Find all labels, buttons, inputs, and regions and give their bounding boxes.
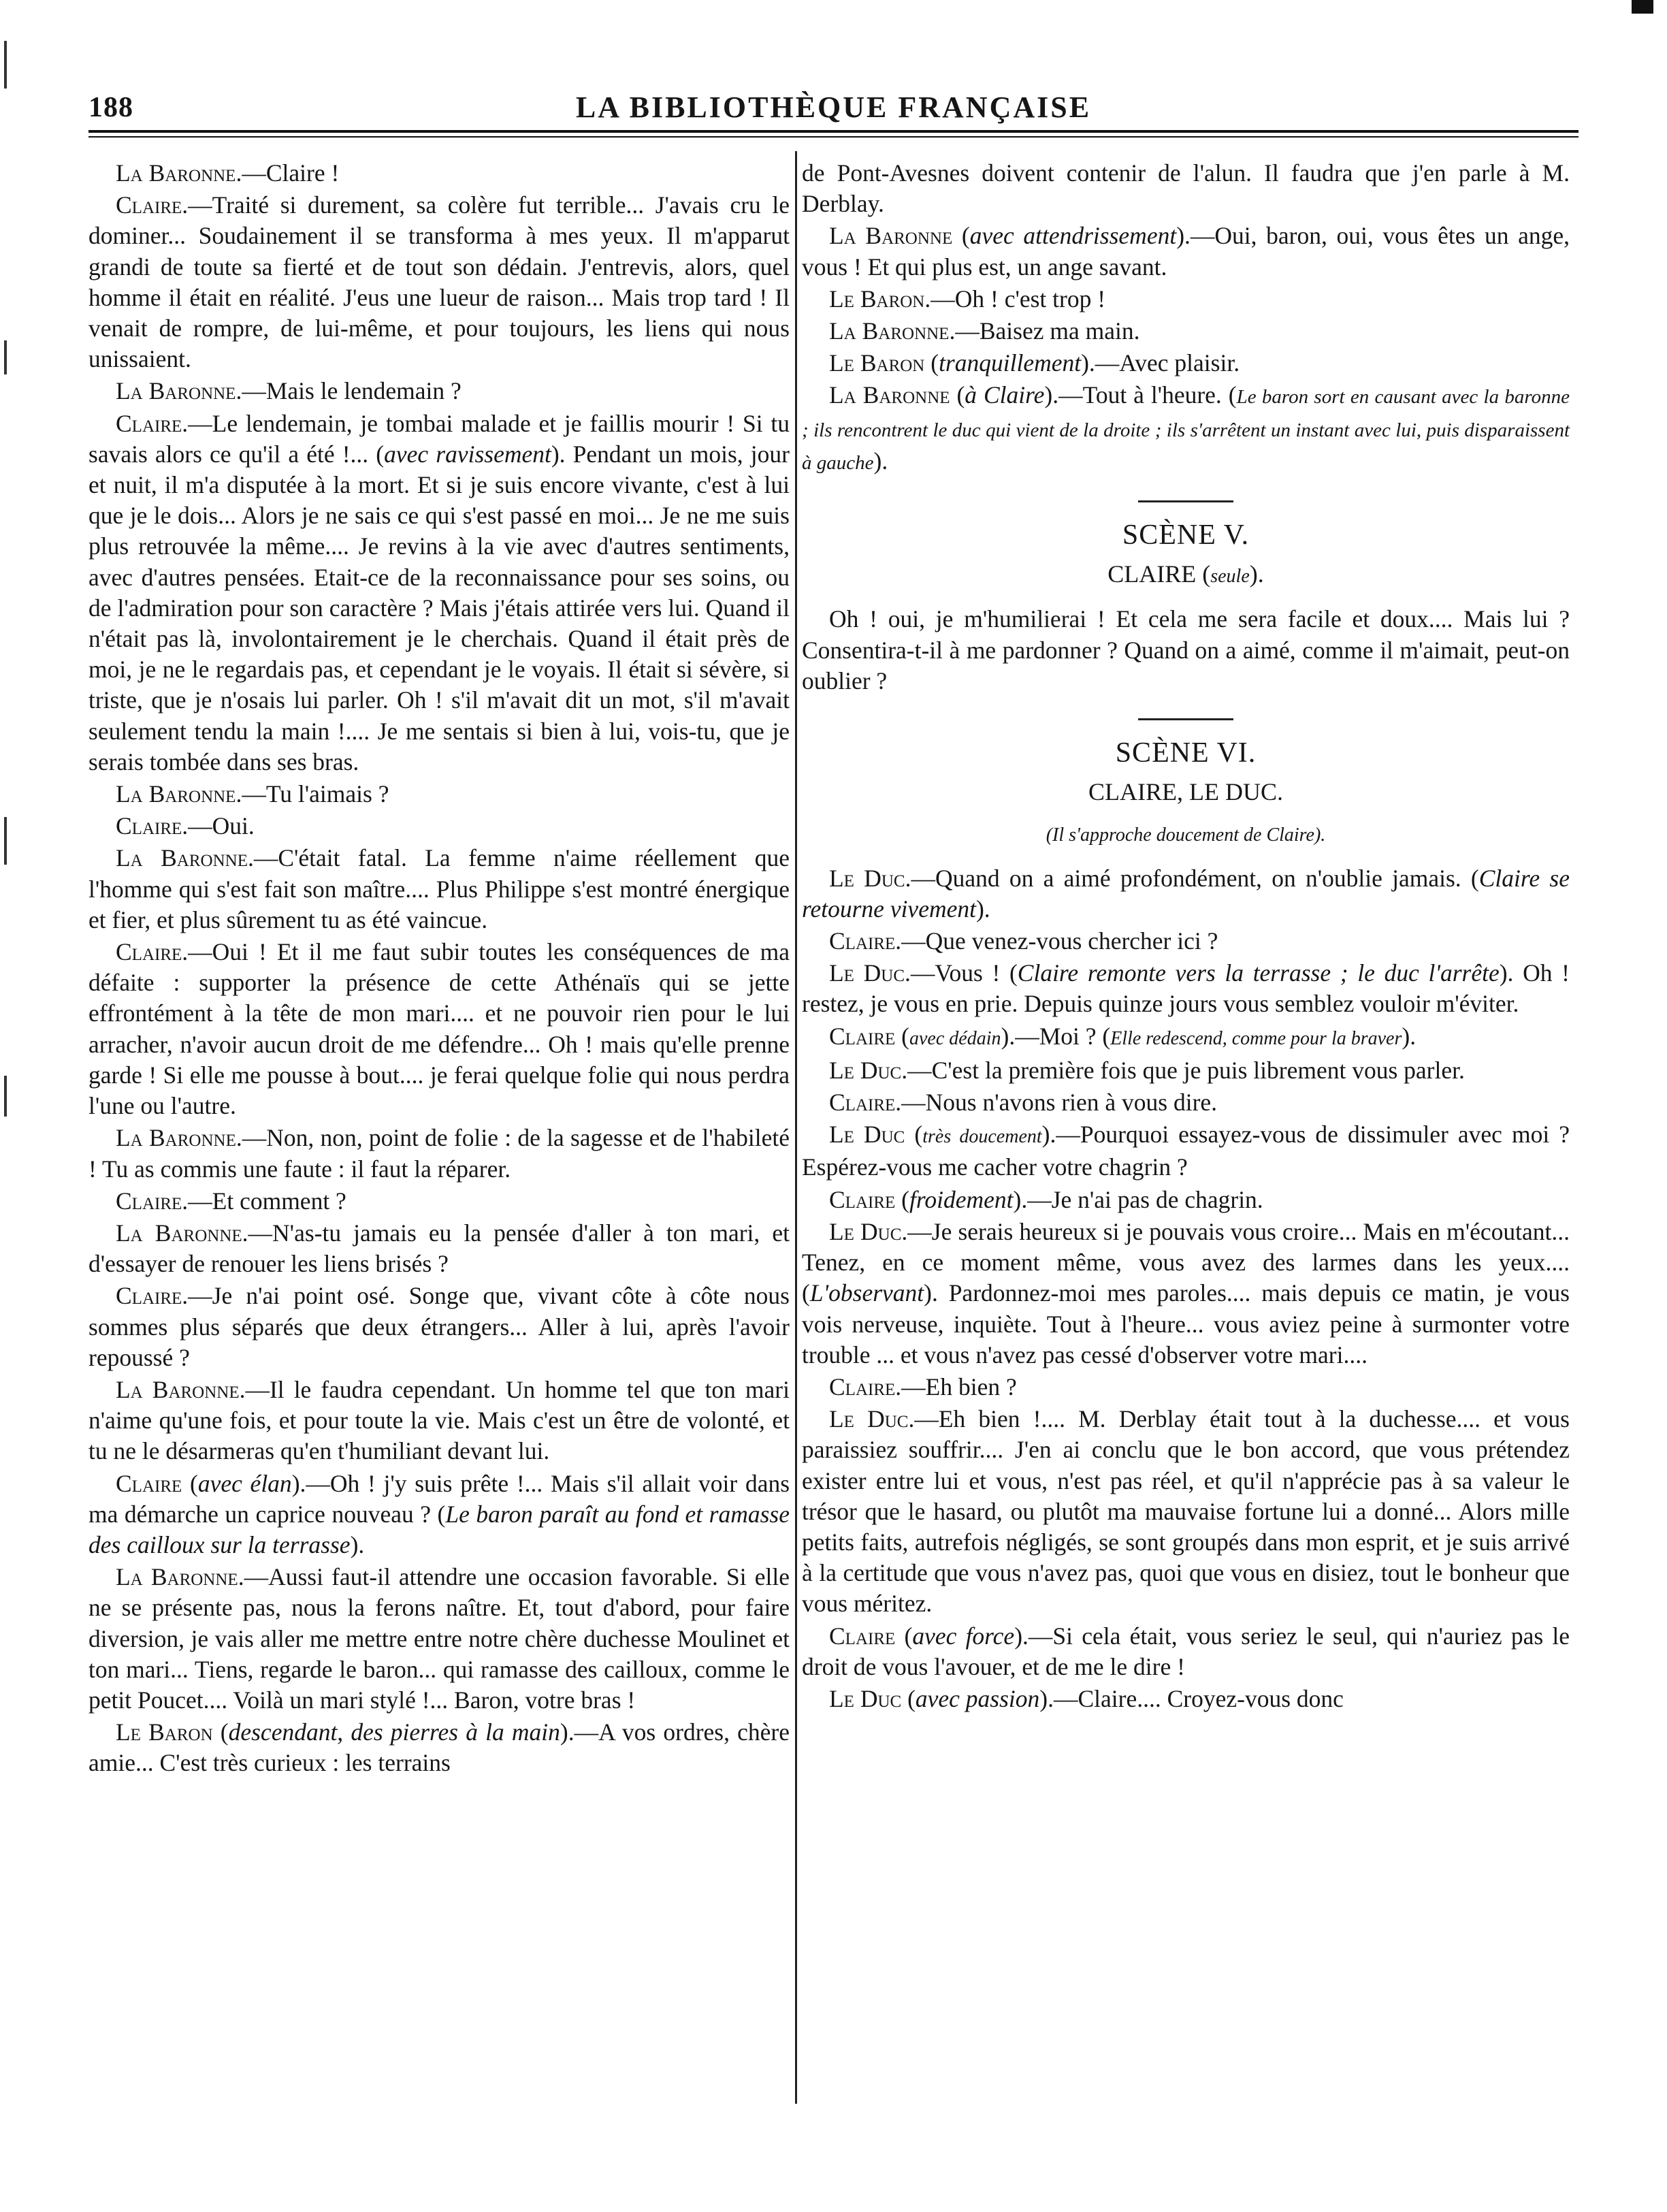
stage-direction: très doucement bbox=[922, 1126, 1042, 1148]
speech: .—Tout à l'heure. ( bbox=[1052, 381, 1237, 409]
speaker: Claire bbox=[829, 1373, 896, 1400]
speech: .—Le lendemain, je tombai malade et je faillis mourir ! Si tu savais alors ce qu'il a été !... ( bbox=[88, 409, 790, 468]
paragraph bbox=[802, 158, 1570, 219]
paragraph bbox=[802, 1087, 1570, 1118]
stage-direction: tranquillement bbox=[939, 349, 1082, 377]
speech: .—Pourquoi essayez-vous de dissimuler avec moi ? Espérez-vous me cacher votre chagrin ? bbox=[802, 1121, 1570, 1181]
speech: .—Aussi faut-il attendre une occasion favorable. Si elle ne se présente pas, nous la ferons naître. Et, tout d'abord, pour faire diversion, je vais aller me mettre entre notre chère duchesse Moulinet et ton mari... Tiens, regarde le baron... qui ramasse des cailloux, comme le petit Poucet.... Voilà un mari stylé !... Baron, votre bras ! bbox=[88, 1563, 790, 1714]
speech: .—Eh bien !.... M. Derblay était tout à la duchesse.... et vous paraissiez souffrir.... J'en ai conclu que le bon accord, que vous prétendez exister entre lui et vous, n'est pas réel, et qu'il n'apprécie pas à sa valeur le trésor que le hasard, ou plutôt ma mauvaise fortune lui a donné... Alors mille petits faits, autrefois négligés, se sont groupés dans mon esprit, et je suis arrivé à la certitude que vous n'avez pas, quoi que vous en disiez, tout le bonheur que vous méritez. bbox=[802, 1405, 1570, 1618]
speaker: Le Duc bbox=[829, 1217, 902, 1245]
paragraph bbox=[802, 316, 1570, 347]
edge-mark bbox=[4, 1076, 7, 1117]
speaker: Claire bbox=[116, 938, 182, 966]
paragraph: Claire (avec élan).—Oh ! j'y suis prête !... Mais s'il allait voir dans ma démarche un caprice nouveau ? (Le baron paraît au fond et ramasse des cailloux sur la terrasse). bbox=[88, 1469, 790, 1558]
speaker: La Baronne bbox=[116, 1219, 242, 1247]
scene-heading: SCÈNE VI. bbox=[1115, 737, 1257, 769]
speech: .—Mais le lendemain ? bbox=[236, 377, 462, 405]
paragraph bbox=[802, 958, 1570, 1019]
paragraph bbox=[88, 1123, 790, 1184]
speech: .—Avec plaisir. bbox=[1088, 349, 1240, 377]
speaker: La Baronne bbox=[116, 1375, 240, 1403]
paragraph bbox=[802, 1372, 1570, 1402]
paragraph bbox=[802, 926, 1570, 957]
speaker: La Baronne bbox=[116, 1124, 236, 1152]
speech: .—Oui. bbox=[182, 812, 255, 840]
edge-mark bbox=[4, 41, 7, 89]
speaker: La Baronne bbox=[116, 844, 248, 872]
speaker: La Baronne bbox=[829, 222, 953, 250]
stage-direction: Claire se retourne vivement bbox=[802, 864, 1570, 923]
speech: .—Oh ! c'est trop ! bbox=[924, 285, 1106, 312]
scene-heading: SCÈNE V. bbox=[1122, 519, 1250, 551]
paragraph: La Baronne (avec attendrissement).—Oui, baron, oui, vous êtes un ange, vous ! Et qui plus est, un ange savant. bbox=[802, 222, 1570, 280]
speaker: Claire bbox=[116, 1187, 182, 1215]
speaker: Le Duc bbox=[829, 864, 905, 892]
column-divider bbox=[795, 151, 797, 2104]
paragraph bbox=[802, 1217, 1570, 1371]
speaker: Le Baron bbox=[116, 1718, 213, 1746]
scene-characters: CLAIRE (seule). bbox=[1107, 560, 1264, 588]
speaker: La Baronne bbox=[829, 317, 950, 345]
paragraph bbox=[802, 1055, 1570, 1086]
speech: .—Claire.... Croyez-vous donc bbox=[1048, 1684, 1344, 1712]
speaker: Le Duc bbox=[829, 1405, 909, 1433]
speaker: Claire bbox=[829, 927, 896, 955]
speech: de Pont-Avesnes doivent contenir de l'alun. Il faudra que j'en parle à M. Derblay. bbox=[802, 159, 1570, 218]
speaker: Le Baron bbox=[829, 349, 925, 377]
speech: .—Quand on a aimé profondément, on n'oublie jamais. ( bbox=[905, 864, 1479, 892]
paragraph bbox=[88, 843, 790, 935]
paragraph: Claire (avec dédain).—Moi ? (Elle redescend, comme pour la braver). bbox=[829, 1022, 1417, 1050]
header-rule bbox=[88, 130, 1579, 133]
stage-direction: Claire remonte vers la terrasse ; le duc l'arrête bbox=[1017, 959, 1500, 987]
speaker: Le Duc bbox=[829, 1056, 902, 1084]
scene-separator bbox=[1138, 500, 1233, 502]
speaker: Le Duc bbox=[829, 1121, 905, 1149]
paragraph: Le Duc (très doucement).—Pourquoi essayez-vous de dissimuler avec moi ? Espérez-vous me cacher votre chagrin ? bbox=[802, 1121, 1570, 1181]
page-number: 188 bbox=[88, 92, 133, 123]
speech: .—Eh bien ? bbox=[895, 1373, 1017, 1400]
paragraph bbox=[802, 604, 1570, 696]
speaker: La Baronne bbox=[116, 377, 236, 405]
speaker: La Baronne bbox=[116, 1563, 238, 1591]
stage-direction: avec élan bbox=[197, 1469, 292, 1497]
speaker: Claire bbox=[116, 191, 182, 219]
speech: .—Oui, baron, oui, vous êtes un ange, vous ! Et qui plus est, un ange savant. bbox=[802, 222, 1570, 280]
paragraph bbox=[802, 284, 1570, 315]
stage-direction: Elle redescend, comme pour la braver bbox=[1110, 1027, 1402, 1049]
speaker: Claire bbox=[116, 812, 182, 840]
paragraph bbox=[88, 376, 790, 406]
page-header bbox=[88, 87, 1579, 128]
speech: ). Oh ! restez, je vous en prie. Depuis quinze jours vous semblez vouloir m'éviter. bbox=[802, 959, 1570, 1018]
paragraph bbox=[88, 1281, 790, 1373]
speech: .—Et comment ? bbox=[182, 1187, 346, 1215]
edge-mark bbox=[4, 340, 7, 374]
speaker: Claire bbox=[829, 1022, 896, 1050]
speech: ). Pardonnez-moi mes paroles.... mais depuis ce matin, je vous vois nerveuse, inquiète. Tout à l'heure... vous aviez peine à surmonter votre trouble ... et vous n'avez pas cessé d'observer votre mari.... bbox=[802, 1279, 1570, 1368]
speech: .—Je n'ai pas de chagrin. bbox=[1021, 1185, 1263, 1213]
speech: ). bbox=[1402, 1022, 1417, 1050]
paragraph: Claire (froidement).—Je n'ai pas de chagrin. bbox=[829, 1185, 1263, 1213]
stage-direction: avec attendrissement bbox=[969, 222, 1177, 250]
speaker: Claire bbox=[829, 1089, 896, 1117]
speaker: La Baronne bbox=[116, 780, 236, 808]
header-rule bbox=[88, 136, 1579, 138]
speaker: Claire bbox=[116, 1282, 182, 1310]
paragraph bbox=[88, 811, 790, 841]
speech: .—Traité si durement, sa colère fut terrible... J'avais cru le dominer... Soudainement il se transforma à mes yeux. Il m'apparut grandi de toute sa fierté et de tout son dédain. J'entrevis, alors, quel homme il était en réalité. J'eus une lueur de raison... Mais trop tard ! Il venait de rompre, de lui-même, et pour toujours, les liens qui nous unissaient. bbox=[88, 191, 790, 373]
stage-direction: avec passion bbox=[915, 1684, 1040, 1712]
speaker: La Baronne bbox=[829, 381, 950, 409]
speech: .—Non, non, point de folie : de la sagesse et de l'habileté ! Tu as commis une faute : il faut la réparer. bbox=[88, 1124, 790, 1183]
speech: .—Oh ! j'y suis prête !... Mais s'il allait voir dans ma démarche un caprice nouveau ? ( bbox=[88, 1469, 790, 1528]
corner-mark bbox=[1632, 0, 1653, 14]
right-column bbox=[802, 158, 1570, 1716]
speech: .—C'est la première fois que je puis librement vous parler. bbox=[901, 1056, 1465, 1084]
speaker: Le Duc bbox=[829, 959, 905, 987]
stage-direction: avec force bbox=[912, 1622, 1015, 1650]
paragraph bbox=[88, 408, 790, 778]
speech: ). bbox=[975, 895, 990, 923]
scene-separator bbox=[1138, 718, 1233, 720]
speech: .—Moi ? ( bbox=[1009, 1022, 1111, 1050]
paragraph bbox=[802, 863, 1570, 925]
speech: .—Claire ! bbox=[236, 159, 340, 187]
speaker: La Baronne bbox=[116, 159, 236, 187]
speaker: Claire bbox=[829, 1185, 896, 1213]
stage-direction: descendant, des pierres à la main bbox=[228, 1718, 560, 1746]
speaker: Claire bbox=[829, 1622, 896, 1650]
character-name: CLAIRE bbox=[1107, 560, 1197, 588]
stage-direction: seule bbox=[1210, 566, 1250, 588]
stage-direction: (Il s'approche doucement de Claire). bbox=[1046, 824, 1326, 846]
paragraph: Le Duc (avec passion).—Claire.... Croyez-vous donc bbox=[829, 1684, 1344, 1712]
paragraph bbox=[88, 779, 790, 810]
paragraph: Le Baron (descendant, des pierres à la main).—A vos ordres, chère amie... C'est très curieux : les terrains bbox=[88, 1718, 790, 1777]
running-title: LA BIBLIOTHÈQUE FRANÇAISE bbox=[575, 91, 1092, 124]
speech: .—Oui ! Et il me faut subir toutes les conséquences de ma défaite : supporter la présence de cette Athénaïs qui se jette effrontément à la tête de mon mari.... et ne pouvoir rien pour le lui arracher, n'avoir aucun droit de me défendre... Oh ! mais qu'elle prenne garde ! Si elle me pousse à bout.... je ferai quelque folie qui nous perdra l'une ou l'autre. bbox=[88, 938, 790, 1120]
speech: .—Je serais heureux si je pouvais vous croire... Mais en m'écoutant... Tenez, en ce moment même, vous avez des larmes dans les yeux.... ( bbox=[802, 1217, 1570, 1307]
speech: .—A vos ordres, chère amie... C'est très curieux : les terrains bbox=[88, 1718, 790, 1777]
speech: Oh ! oui, je m'humilierai ! Et cela me sera facile et doux.... Mais lui ? Consentira-t-il à me pardonner ? Quand on a aimé, comme il m'aimait, peut-on oublier ? bbox=[802, 605, 1570, 694]
speech: .—N'as-tu jamais eu la pensée d'aller à ton mari, et d'essayer de renouer les liens brisés ? bbox=[88, 1219, 790, 1278]
stage-direction: Le baron paraît au fond et ramasse des cailloux sur la terrasse bbox=[88, 1500, 790, 1558]
speaker: Claire bbox=[116, 1469, 182, 1497]
speech: .—Que venez-vous chercher ici ? bbox=[895, 927, 1218, 955]
stage-direction: avec dédain bbox=[909, 1027, 1001, 1049]
edge-mark bbox=[4, 817, 7, 865]
speech: .—Je n'ai point osé. Songe que, vivant côte à côte nous sommes plus séparés que deux étrangers... Aller à lui, après l'avoir repoussé ? bbox=[88, 1282, 790, 1371]
stage-direction: L'observant bbox=[809, 1279, 924, 1307]
paragraph bbox=[88, 1186, 790, 1217]
speech: ). bbox=[873, 447, 888, 475]
stage-direction: Le baron sort en causant avec la baronne ; ils rencontrent le duc qui vient de la droite ; ils s'arrêtent un instant avec lui, puis disparaissent à gauche bbox=[802, 386, 1570, 474]
paragraph: La Baronne (à Claire).—Tout à l'heure. (Le baron sort en causant avec la baronne ; ils rencontrent le duc qui vient de la droite ; ils s'arrêtent un instant avec lui, puis disparaissent à gauche). bbox=[802, 381, 1570, 475]
paragraph bbox=[88, 1218, 790, 1279]
paragraph bbox=[88, 1375, 790, 1467]
paragraph bbox=[88, 158, 790, 189]
paragraph: Le Baron (tranquillement).—Avec plaisir. bbox=[829, 349, 1240, 377]
paragraph bbox=[88, 937, 790, 1121]
stage-direction: à Claire bbox=[965, 381, 1045, 409]
speech: ). Pendant un mois, jour et nuit, il m'a disputée à la mort. Et si je suis encore vivante, c'est à lui que je le dois... Alors je ne sais ce qui s'est passé en moi... Je ne me suis plus retrouvée la même.... Je revins à la vie avec d'autres sentiments, avec d'autres pensées. Etait-ce de la reconnaissance pour ses soins, ou de l'admiration pour son caractère ? Mais j'étais attirée vers lui. Quand il n'était pas là, involontairement je le cherchais. Quand il était près de moi, je ne le regardais pas, et cependant je le voyais. Il était si sévère, si triste, que je n'osais lui parler. Oh ! s'il m'avait dit un mot, s'il m'avait seulement tendu la main !.... Je me sentais si bien à lui, vois-tu, que je serais tombée dans ses bras. bbox=[88, 440, 790, 775]
speech: .—Tu l'aimais ? bbox=[236, 780, 389, 808]
speaker: Le Baron bbox=[829, 285, 925, 312]
left-column bbox=[88, 158, 790, 1780]
paragraph: Claire (avec force).—Si cela était, vous seriez le seul, qui n'auriez pas le droit de vous l'avouer, et de me le dire ! bbox=[802, 1622, 1570, 1680]
speaker: Claire bbox=[116, 409, 182, 437]
stage-direction: froidement bbox=[909, 1185, 1014, 1213]
scene-characters: CLAIRE, LE DUC. bbox=[1088, 778, 1283, 806]
paragraph bbox=[88, 190, 790, 374]
speech: .—Nous n'avons rien à vous dire. bbox=[895, 1089, 1218, 1117]
speech: .—Vous ! ( bbox=[905, 959, 1018, 987]
speech: .—C'était fatal. La femme n'aime réellement que l'homme qui s'est fait son maître.... Plus Philippe s'est montré énergique et fier, et plus sûrement tu as été vaincue. bbox=[88, 844, 790, 933]
speech: .—Si cela était, vous seriez le seul, qui n'auriez pas le droit de vous l'avouer, et de me le dire ! bbox=[802, 1622, 1570, 1680]
paragraph bbox=[88, 1562, 790, 1716]
paragraph bbox=[802, 1404, 1570, 1619]
speaker: Le Duc bbox=[829, 1684, 902, 1712]
stage-direction: avec ravissement bbox=[384, 440, 551, 468]
speech: ). bbox=[350, 1530, 365, 1558]
speech: .—Il le faudra cependant. Un homme tel que ton mari n'aime qu'une fois, et pour toute la vie. Mais c'est un être de volonté, et tu ne le désarmeras qu'en t'humiliant devant lui. bbox=[88, 1375, 790, 1465]
speech: .—Baisez ma main. bbox=[949, 317, 1140, 345]
